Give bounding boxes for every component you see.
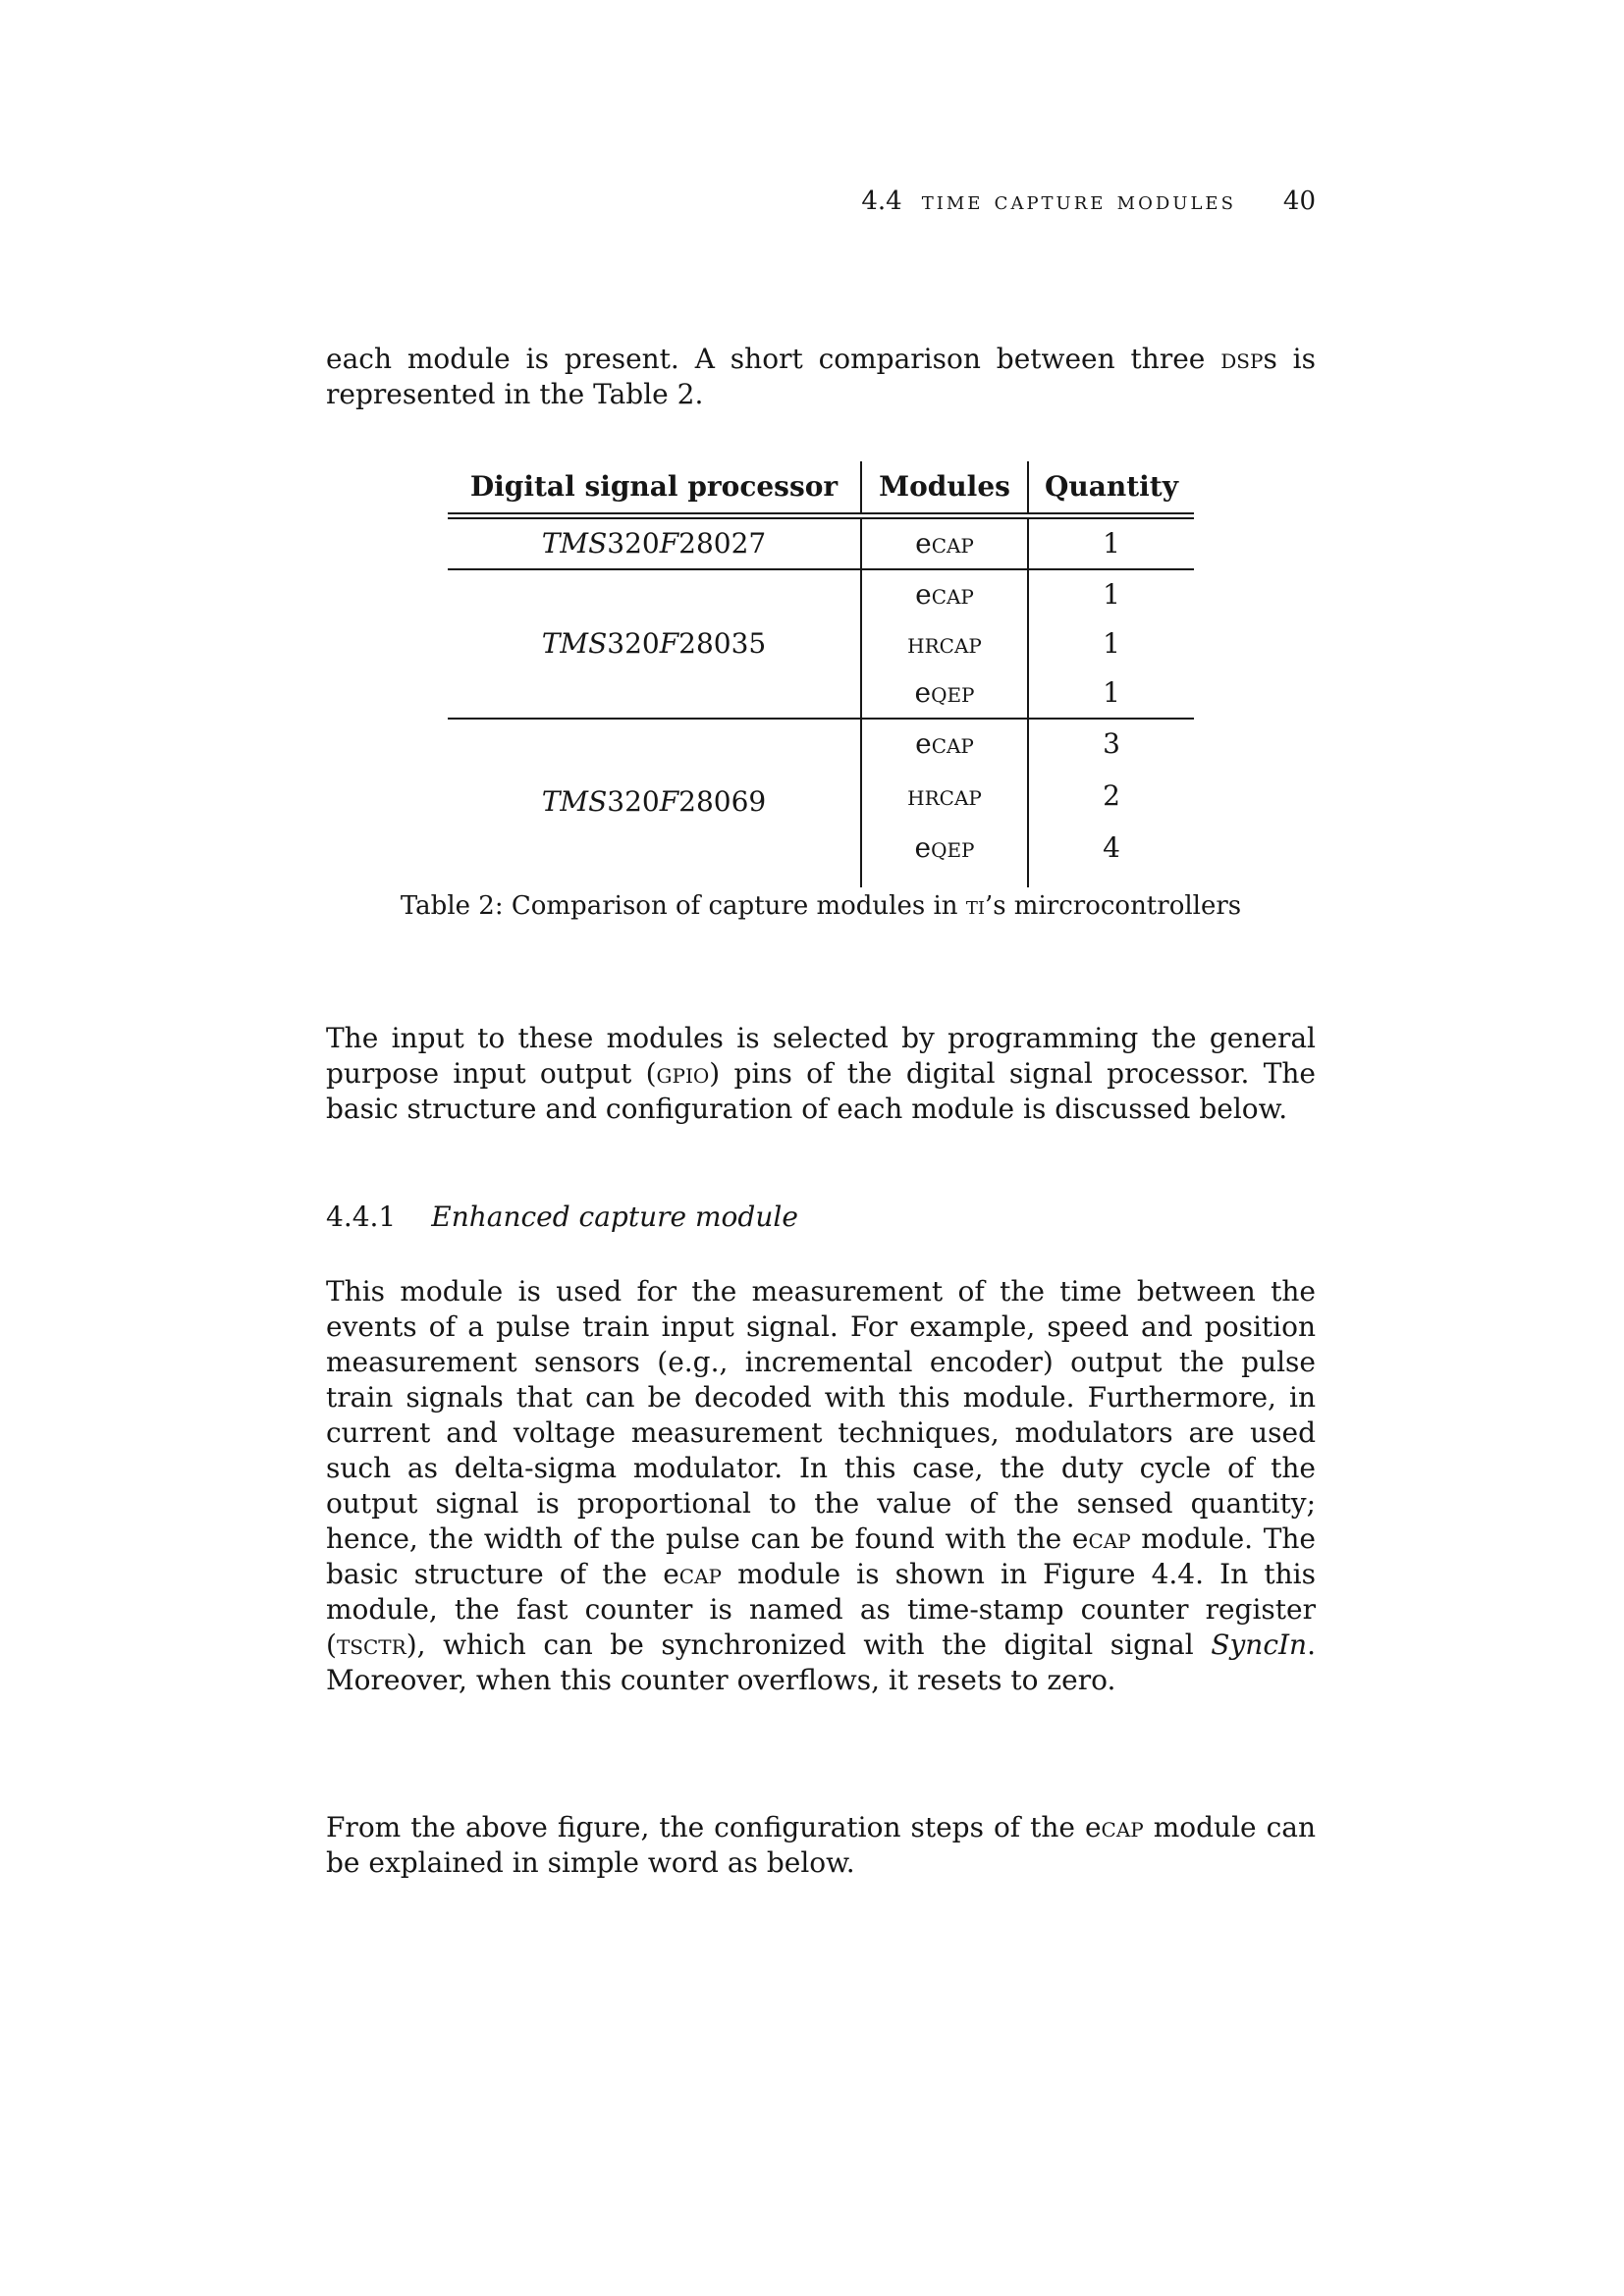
dsp-name-cell: TMS320F28035 bbox=[448, 569, 861, 719]
column-header-quantity: Quantity bbox=[1044, 470, 1179, 503]
page-number: 40 bbox=[1282, 187, 1316, 216]
syncin-signal-name: SyncIn bbox=[1211, 1629, 1308, 1661]
module-cell: eqep bbox=[861, 668, 1028, 719]
table-caption: Table 2: Comparison of capture modules in ti’s mircrocontrollers bbox=[400, 891, 1242, 921]
header-section-number: 4.4 bbox=[861, 187, 902, 216]
intro-text: s is represented in the Table 2. bbox=[326, 343, 1317, 410]
comparison-table bbox=[448, 461, 1194, 887]
intro-text: each module is present. A short comparison between three bbox=[326, 343, 1221, 375]
tsctr-acronym: tsctr bbox=[336, 1629, 406, 1661]
subsection-title: Enhanced capture module bbox=[431, 1201, 798, 1233]
ecap-acronym: cap bbox=[678, 1558, 722, 1590]
subsection-number: 4.4.1 bbox=[326, 1201, 397, 1233]
table-row bbox=[448, 719, 1194, 772]
configuration-paragraph: From the above figure, the configuration steps of the ecap module can be explained in simple word as below. bbox=[326, 1811, 1316, 1879]
table-group-tms320f28035 bbox=[448, 569, 1194, 719]
table-row bbox=[448, 516, 1194, 570]
quantity-cell: 1 bbox=[1103, 627, 1120, 660]
module-cell: hrcap bbox=[861, 619, 1028, 668]
ecap-acronym: cap bbox=[1101, 1811, 1144, 1843]
table-group-tms320f28027 bbox=[448, 516, 1194, 570]
module-cell: ecap bbox=[861, 719, 1028, 772]
gpio-acronym: gpio bbox=[656, 1057, 710, 1090]
intro-paragraph bbox=[326, 342, 1316, 412]
module-cell: eqep bbox=[861, 824, 1028, 887]
column-header-processor: Digital signal processor bbox=[448, 461, 861, 516]
header-section-title: time capture modules bbox=[921, 187, 1236, 216]
subsection-heading bbox=[326, 1200, 1316, 1235]
table-group-tms320f28069 bbox=[448, 719, 1194, 887]
table-row bbox=[448, 569, 1194, 619]
ti-acronym: ti bbox=[965, 891, 985, 921]
quantity-cell: 3 bbox=[1103, 727, 1120, 760]
ecap-description-paragraph: This module is used for the measurement of the time between the events of a pulse train input signal. For example, speed and position measurement sensors (e.g., incremental encoder) output the pulse train signals that can be decoded with this module. Furthermore, in current and voltage measurement techniques, modulators are used such as delta-sigma modulator. In this case, the duty cycle of the output signal is proportional to the value of the sensed quantity; hence, the width of the pulse can be found with the ecap module. The basic structure of the ecap module is shown in Figure 4.4. In this module, the fast counter is named as time-stamp counter register (tsctr), which can be synchronized with the digital signal SyncIn. Moreover, when this counter overflows, it resets to zero. bbox=[326, 1275, 1316, 1696]
dsp-name-cell: TMS320F28069 bbox=[448, 719, 861, 887]
gpio-paragraph: The input to these modules is selected by programming the general purpose input output (gpio) pins of the digital signal processor. The basic structure and configuration of each module is discussed below. bbox=[326, 1022, 1316, 1125]
quantity-cell: 4 bbox=[1103, 831, 1120, 864]
module-cell: ecap bbox=[861, 516, 1028, 570]
column-header-modules: Modules bbox=[861, 461, 1028, 516]
comparison-table-container bbox=[326, 461, 1316, 887]
quantity-cell: 1 bbox=[1103, 527, 1120, 560]
quantity-cell: 2 bbox=[1103, 779, 1120, 812]
dsp-acronym: dsp bbox=[1220, 343, 1264, 375]
running-header bbox=[326, 187, 1316, 216]
ecap-acronym: cap bbox=[1088, 1522, 1131, 1555]
module-cell: hrcap bbox=[861, 772, 1028, 824]
module-cell: ecap bbox=[861, 569, 1028, 619]
table-header-row bbox=[448, 461, 1194, 516]
quantity-cell: 1 bbox=[1103, 578, 1120, 611]
dsp-name-cell: TMS320F28027 bbox=[448, 516, 861, 570]
quantity-cell: 1 bbox=[1103, 676, 1120, 709]
